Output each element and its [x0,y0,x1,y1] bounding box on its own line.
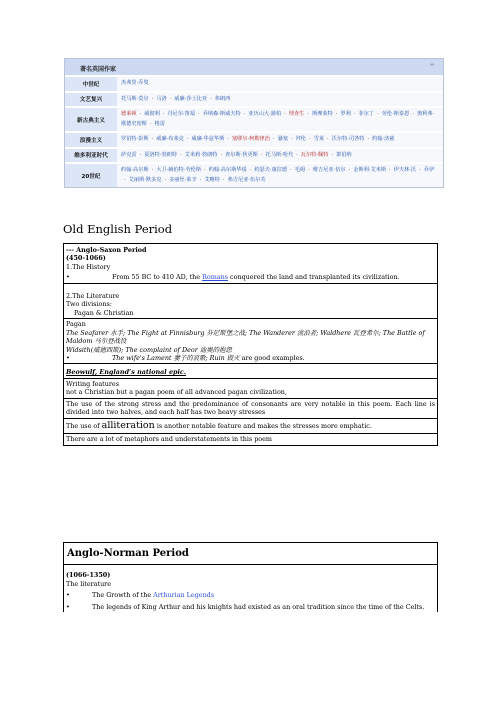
separator-dot: · [389,167,391,173]
separator-dot: · [290,136,293,142]
feature-1: not a Christian but a pagan poem of all advanced pagan civilization, [66,388,287,397]
writer-link[interactable]: 亚历山大·蒲柏 [248,111,282,117]
anglo-norman-dates: (1066-1350) [66,571,111,580]
separator-dot: · [124,176,126,183]
separator-dot: · [272,136,275,142]
writer-link[interactable]: 劳伦·斯泰恩 [381,111,410,117]
navbox-row-items [117,164,443,187]
writer-link[interactable]: 德莱顿 [121,111,137,117]
writer-link[interactable]: 马洛 [156,95,167,102]
navbox-row [65,106,443,131]
writer-link[interactable]: 多丽丝·莱辛 [169,176,197,183]
collapse-caret-icon[interactable]: ^ [429,63,435,71]
separator-dot: · [149,120,152,127]
navbox-header [65,59,443,75]
separator-dot: · [139,111,142,117]
separator-dot: · [308,167,310,173]
navbox-row-items [117,149,443,163]
separator-dot: · [377,111,379,117]
writer-link[interactable]: 威彻利 [144,111,160,117]
navbox-row-items [117,108,443,131]
separator-dot: · [243,111,246,117]
alliteration-term: alliteration [101,419,155,431]
literature-label: 2.The Literature [66,291,120,300]
writer-link[interactable]: 罗伯特·彭斯 [121,136,149,142]
writer-link[interactable]: 乔伊 [423,167,435,173]
page-heading: Old English Period [63,222,173,236]
writer-link[interactable]: 骚塞 [277,136,288,142]
arthurian-legends-link[interactable]: Arthurian Legends [153,591,215,600]
writer-link[interactable]: 乔纳森·斯威夫特 [202,111,241,117]
navbox-row [65,75,443,91]
writer-link[interactable]: 艾丽斯·默多克 [128,176,162,183]
writer-link[interactable]: 丹尼尔·笛福 [167,111,196,117]
writer-link[interactable]: 查尔斯·狄更斯 [225,151,258,158]
writer-link[interactable]: 约翰·高尔斯华绥 [208,167,247,173]
history-bullet: • From 55 BC to 410 AD, the Romans conquered the land and transplanted its civilization. [64,272,437,283]
writer-link[interactable]: 雪莱 [313,136,325,142]
separator-dot: · [151,167,154,173]
writer-link[interactable]: 理查生 [288,111,305,117]
writer-link[interactable]: 约翰·高尔斯 [121,167,149,173]
divisions-items: Pagan & Christian [74,308,134,317]
separator-dot: · [220,151,223,158]
feature-4: There are a lot of metaphors and understatements in this poem [66,435,272,444]
separator-dot: · [151,95,154,102]
separator-dot: · [198,111,200,117]
separator-dot: · [210,95,212,102]
separator-dot: · [353,111,356,117]
navbox-row [65,162,443,187]
anglo-norman-title: Anglo-Norman Period [67,548,189,559]
writer-link[interactable]: 威廉·莎士比亚 [174,95,208,102]
writer-link[interactable]: 艾米莉·勃朗特 [184,151,218,158]
separator-dot: · [180,151,182,158]
writer-link[interactable]: 伊夫林·沃 [393,167,417,173]
navbox-row [65,131,443,147]
separator-dot: · [348,167,351,173]
writer-link[interactable]: 毛姆 [294,167,306,173]
separator-dot: · [186,136,189,142]
writer-link[interactable]: 斯摩莱特 [312,111,333,117]
pagan-works-1: The Seafarer 水手; The Fight at Finnisburg 芬尼斯堡之战; The Wanderer 流浪者; Waldhere 瓦登希尔; The Battle of Maldom 马尔登战役 [66,328,425,346]
separator-dot: · [260,151,263,158]
navbox-row [65,147,443,163]
separator-dot: · [419,167,421,173]
anglo-saxon-dates: (450-1066) [66,254,106,263]
anglo-norman-box: Anglo-Norman Period (1066-1350) The literature • The Growth of the Arthurian Legends • The legends of King Arthur and his knights had existed as an oral tradition since the time of the Celts. [63,542,438,612]
navbox-row-items [117,77,443,91]
separator-dot: · [309,136,311,142]
writer-link[interactable]: 罗利 [340,111,351,117]
navbox-row-label: 新古典主义 [65,108,117,131]
writer-link[interactable]: 塞缪尔·柯勒律治 [231,136,270,142]
separator-dot: · [296,151,298,158]
arthur-bullet: The legends of King Arthur and his knights had existed as an oral tradition since the time of the Celts. [92,602,425,611]
writer-link[interactable]: 菲尔丁 [358,111,375,117]
pagan-works-3: The wife's Lament 妻子的哀歌; Ruin 毁灭 [112,353,240,362]
writer-link[interactable]: 维吉尼亚·伍尔 [312,167,346,173]
separator-dot: · [307,111,310,117]
writer-link[interactable]: 沃尔特·司各特 [331,136,365,142]
pagan-works-2: Widsith(威德西斯); The complaint of Deor 迪奥的抱怨 [66,345,232,354]
beowulf-heading: Beowulf, England’s national epic. [66,368,187,377]
separator-dot: · [412,111,414,117]
separator-dot: · [290,167,292,173]
writer-link[interactable]: 杰弗里·乔叟 [121,80,149,86]
separator-dot: · [169,95,172,102]
separator-dot: · [222,176,225,183]
writer-link[interactable]: 大卫·赫伯特·劳伦斯 [156,167,202,173]
separator-dot: · [204,167,206,173]
writer-link[interactable]: 弗吉尼亚·伍尔芙 [227,176,266,183]
separator-dot: · [249,167,252,173]
writer-link[interactable]: 威廉·布莱克 [156,136,184,142]
separator-dot: · [284,111,286,117]
writer-link[interactable]: 夏洛特·勃朗特 [144,151,178,158]
writer-link[interactable]: 托马斯·莫尔 [121,95,149,102]
navbox-row-items [117,133,443,147]
writer-link[interactable]: 金斯利·艾米斯 [353,167,387,173]
navbox-row-items [117,93,443,107]
history-label: 1.The History [66,262,111,271]
separator-dot: · [162,111,165,117]
separator-dot: · [367,136,370,142]
divisions-label: Two divisions: [66,300,112,309]
navbox-row [65,91,443,107]
navbox-title: 著名英国作家 [80,66,117,73]
navbox-row-label: 中世纪 [65,77,117,91]
writer-link[interactable]: 威廉·华兹华斯 [191,136,225,142]
feature-2: The use of the strong stress and the predominance of consonants are very notable in this poem. Each line is divided into two halves, and each half has two heavy stresses [64,399,437,419]
writer-link[interactable]: 约瑟夫·康拉德 [254,167,288,173]
separator-dot: · [164,176,167,183]
writer-link[interactable]: 约翰·济慈 [372,136,395,142]
navbox-row-label: 浪漫主义 [65,133,117,147]
writer-link[interactable]: 拜伦 [295,136,306,142]
writers-navbox [64,58,444,188]
separator-dot: · [199,176,202,183]
writer-link[interactable]: 格雷 [154,120,165,127]
literature-heading: The literature [66,579,112,588]
separator-dot: · [227,136,229,142]
writer-link[interactable]: 弗朗西 [214,95,231,102]
navbox-row-label: 20世纪 [65,164,117,187]
romans-link[interactable]: Romans [202,273,229,282]
separator-dot: · [139,151,142,158]
pagan-label: Pagan [66,320,86,329]
separator-dot: · [331,151,334,158]
separator-dot: · [327,136,329,142]
writer-link[interactable]: 萧伯纳 [336,151,352,158]
separator-dot: · [151,136,154,142]
writer-link[interactable]: 奥利弗·歌德史密斯 [121,111,435,127]
writer-link[interactable]: 瓦尔特·佩特 [300,151,329,158]
navbox-row-label: 维多利亚时代 [65,149,117,163]
anglo-saxon-title: --- Anglo-Saxon Period [66,246,147,254]
navbox-row-label: 文艺复兴 [65,93,117,107]
writer-link[interactable]: 托马斯·哈代 [265,151,294,158]
separator-dot: · [335,111,338,117]
writer-link[interactable]: 艾略特 [204,176,220,183]
anglo-saxon-box: --- Anglo-Saxon Period (450-1066) 1.The History • From 55 BC to 410 AD, the Romans conquered the land and transplanted its civilization. 2.The Literature Two divisions: Pagan & Christian Pagan The Seafarer 水手; The Fight at Finnisburg 芬尼斯堡之战; The Wanderer 流浪者; Waldhere 瓦登希尔; The Battle of Maldom 马尔登战役 Widsith(威德西斯); The complaint of Deor 迪奥的抱怨 • The wife's Lament 妻子的哀歌; Ruin 毁灭 are good examples. Beowulf, England’s national epic. Writing features not a Christian but a pagan poem of all advanced pagan civilization, The use of the strong stress and the predominance of consonants are very notable in this poem. Each line is divided into two halves, and each half has two heavy stresses The use of alliteration is another notable feature and makes the stresses more emphatic. There are a lot of metaphors and understatements in this poem [63,243,438,446]
features-label: Writing features [66,379,119,388]
writer-link[interactable]: 萨克雷 [121,151,137,158]
